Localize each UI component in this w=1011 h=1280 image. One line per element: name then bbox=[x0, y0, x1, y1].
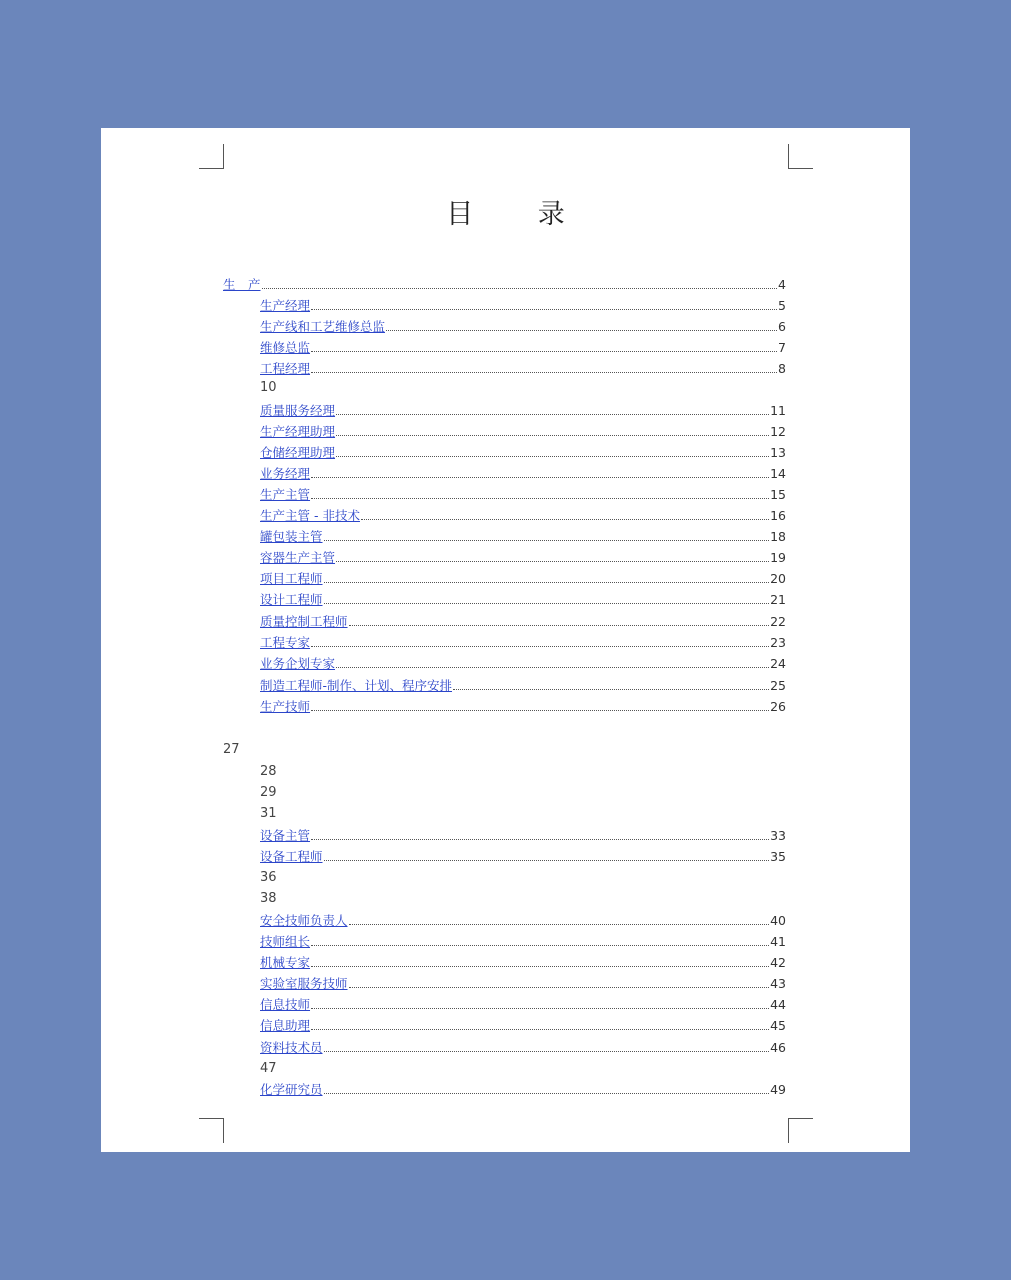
toc-entry-row[interactable] bbox=[101, 932, 910, 952]
toc-entry-row[interactable] bbox=[101, 443, 910, 463]
toc-entry-row[interactable] bbox=[101, 676, 910, 696]
toc-page-number: 43 bbox=[770, 976, 786, 991]
toc-entry-row[interactable] bbox=[101, 612, 910, 632]
toc-page-number: 13 bbox=[770, 445, 786, 460]
toc-link[interactable]: 制造工程师-制作、计划、程序安排 bbox=[260, 678, 453, 693]
orphan-page-number: 38 bbox=[260, 891, 277, 906]
toc-link[interactable]: 生产经理助理 bbox=[260, 424, 336, 439]
toc-page-number: 8 bbox=[778, 361, 786, 376]
toc-link[interactable]: 工程专家 bbox=[260, 635, 311, 650]
toc-page-number: 7 bbox=[778, 340, 786, 355]
orphan-page-number: 47 bbox=[260, 1061, 277, 1076]
toc-link[interactable]: 生产技师 bbox=[260, 699, 311, 714]
toc-link[interactable]: 生产主管 - 非技术 bbox=[260, 508, 360, 523]
toc-entry-row[interactable] bbox=[101, 974, 910, 994]
toc-link[interactable]: 实验室服务技师 bbox=[260, 976, 348, 991]
toc-page-number: 42 bbox=[770, 955, 786, 970]
toc-entry-row[interactable] bbox=[101, 527, 910, 547]
corner-mark-bottom-right bbox=[788, 1118, 813, 1143]
toc-link[interactable]: 设备主管 bbox=[260, 828, 311, 843]
toc-entry-row[interactable] bbox=[101, 995, 910, 1015]
toc-link[interactable]: 机械专家 bbox=[260, 955, 311, 970]
toc-page-number: 6 bbox=[778, 319, 786, 334]
toc-link[interactable]: 项目工程师 bbox=[260, 571, 323, 586]
toc-page-number: 16 bbox=[770, 508, 786, 523]
toc-link[interactable]: 业务经理 bbox=[260, 466, 311, 481]
toc-link[interactable]: 资料技术员 bbox=[260, 1040, 323, 1055]
orphan-page-number: 27 bbox=[223, 742, 240, 757]
toc-page-number: 22 bbox=[770, 614, 786, 629]
toc-page-number: 14 bbox=[770, 466, 786, 481]
toc-link[interactable]: 质量服务经理 bbox=[260, 403, 336, 418]
toc-link[interactable]: 信息助理 bbox=[260, 1018, 311, 1033]
toc-entry-row[interactable] bbox=[101, 911, 910, 931]
toc-entry-row[interactable] bbox=[101, 548, 910, 568]
orphan-page-number: 10 bbox=[260, 380, 277, 395]
orphan-page-number: 28 bbox=[260, 764, 277, 779]
toc-entry-row[interactable] bbox=[101, 1038, 910, 1058]
toc-entry-row[interactable] bbox=[101, 338, 910, 358]
corner-mark-top-right bbox=[788, 144, 813, 169]
toc-page-number: 49 bbox=[770, 1082, 786, 1097]
toc-entry-row[interactable] bbox=[101, 654, 910, 674]
corner-mark-bottom-left bbox=[199, 1118, 224, 1143]
toc-page-number: 33 bbox=[770, 828, 786, 843]
toc-entry-row[interactable] bbox=[101, 1080, 910, 1100]
toc-page-number: 26 bbox=[770, 699, 786, 714]
toc-entry-row[interactable] bbox=[101, 464, 910, 484]
toc-page-number: 19 bbox=[770, 550, 786, 565]
toc-entry-row[interactable] bbox=[101, 826, 910, 846]
toc-page-number: 4 bbox=[778, 277, 786, 292]
toc-page-number: 41 bbox=[770, 934, 786, 949]
toc-entry-row[interactable] bbox=[101, 296, 910, 316]
toc-link[interactable]: 信息技师 bbox=[260, 997, 311, 1012]
toc-page-number: 44 bbox=[770, 997, 786, 1012]
toc-link[interactable]: 生产线和工艺维修总监 bbox=[260, 319, 386, 334]
toc-section-row[interactable] bbox=[101, 275, 910, 295]
toc-page-number: 40 bbox=[770, 913, 786, 928]
toc-page-number: 35 bbox=[770, 849, 786, 864]
toc-entry-row[interactable] bbox=[101, 847, 910, 867]
toc-link[interactable]: 技师组长 bbox=[260, 934, 311, 949]
toc-link[interactable]: 质量控制工程师 bbox=[260, 614, 348, 629]
toc-page-number: 23 bbox=[770, 635, 786, 650]
toc-link[interactable]: 生 产 bbox=[223, 277, 261, 292]
toc-link[interactable]: 罐包装主管 bbox=[260, 529, 323, 544]
toc-entry-row[interactable] bbox=[101, 569, 910, 589]
toc-link[interactable]: 容器生产主管 bbox=[260, 550, 336, 565]
toc-entry-row[interactable] bbox=[101, 590, 910, 610]
toc-page-number: 45 bbox=[770, 1018, 786, 1033]
toc-link[interactable]: 生产主管 bbox=[260, 487, 311, 502]
toc-entry-row[interactable] bbox=[101, 697, 910, 717]
toc-link[interactable]: 设计工程师 bbox=[260, 592, 323, 607]
toc-page-number: 21 bbox=[770, 592, 786, 607]
toc-entry-row[interactable] bbox=[101, 401, 910, 421]
toc-title: 目 录 bbox=[446, 199, 593, 230]
toc-link[interactable]: 仓储经理助理 bbox=[260, 445, 336, 460]
toc-page-number: 24 bbox=[770, 656, 786, 671]
toc-entry-row[interactable] bbox=[101, 506, 910, 526]
toc-link[interactable]: 业务企划专家 bbox=[260, 656, 336, 671]
toc-page-number: 25 bbox=[770, 678, 786, 693]
toc-page-number: 11 bbox=[770, 403, 786, 418]
toc-page-number: 18 bbox=[770, 529, 786, 544]
toc-entry-row[interactable] bbox=[101, 422, 910, 442]
toc-page-number: 46 bbox=[770, 1040, 786, 1055]
toc-link[interactable]: 生产经理 bbox=[260, 298, 311, 313]
toc-link[interactable]: 安全技师负责人 bbox=[260, 913, 348, 928]
toc-entry-row[interactable] bbox=[101, 953, 910, 973]
toc-entry-row[interactable] bbox=[101, 1016, 910, 1036]
toc-page-number: 12 bbox=[770, 424, 786, 439]
toc-link[interactable]: 设备工程师 bbox=[260, 849, 323, 864]
toc-page-number: 20 bbox=[770, 571, 786, 586]
corner-mark-top-left bbox=[199, 144, 224, 169]
orphan-page-number: 36 bbox=[260, 870, 277, 885]
toc-entry-row[interactable] bbox=[101, 485, 910, 505]
toc-link[interactable]: 维修总监 bbox=[260, 340, 311, 355]
toc-link[interactable]: 化学研究员 bbox=[260, 1082, 323, 1097]
toc-page-number: 5 bbox=[778, 298, 786, 313]
document-page bbox=[101, 128, 910, 1152]
toc-page-number: 15 bbox=[770, 487, 786, 502]
orphan-page-number: 29 bbox=[260, 785, 277, 800]
toc-entry-row[interactable] bbox=[101, 317, 910, 337]
toc-entry-row[interactable] bbox=[101, 359, 910, 379]
toc-entry-row[interactable] bbox=[101, 633, 910, 653]
orphan-page-number: 31 bbox=[260, 806, 277, 821]
toc-link[interactable]: 工程经理 bbox=[260, 361, 311, 376]
